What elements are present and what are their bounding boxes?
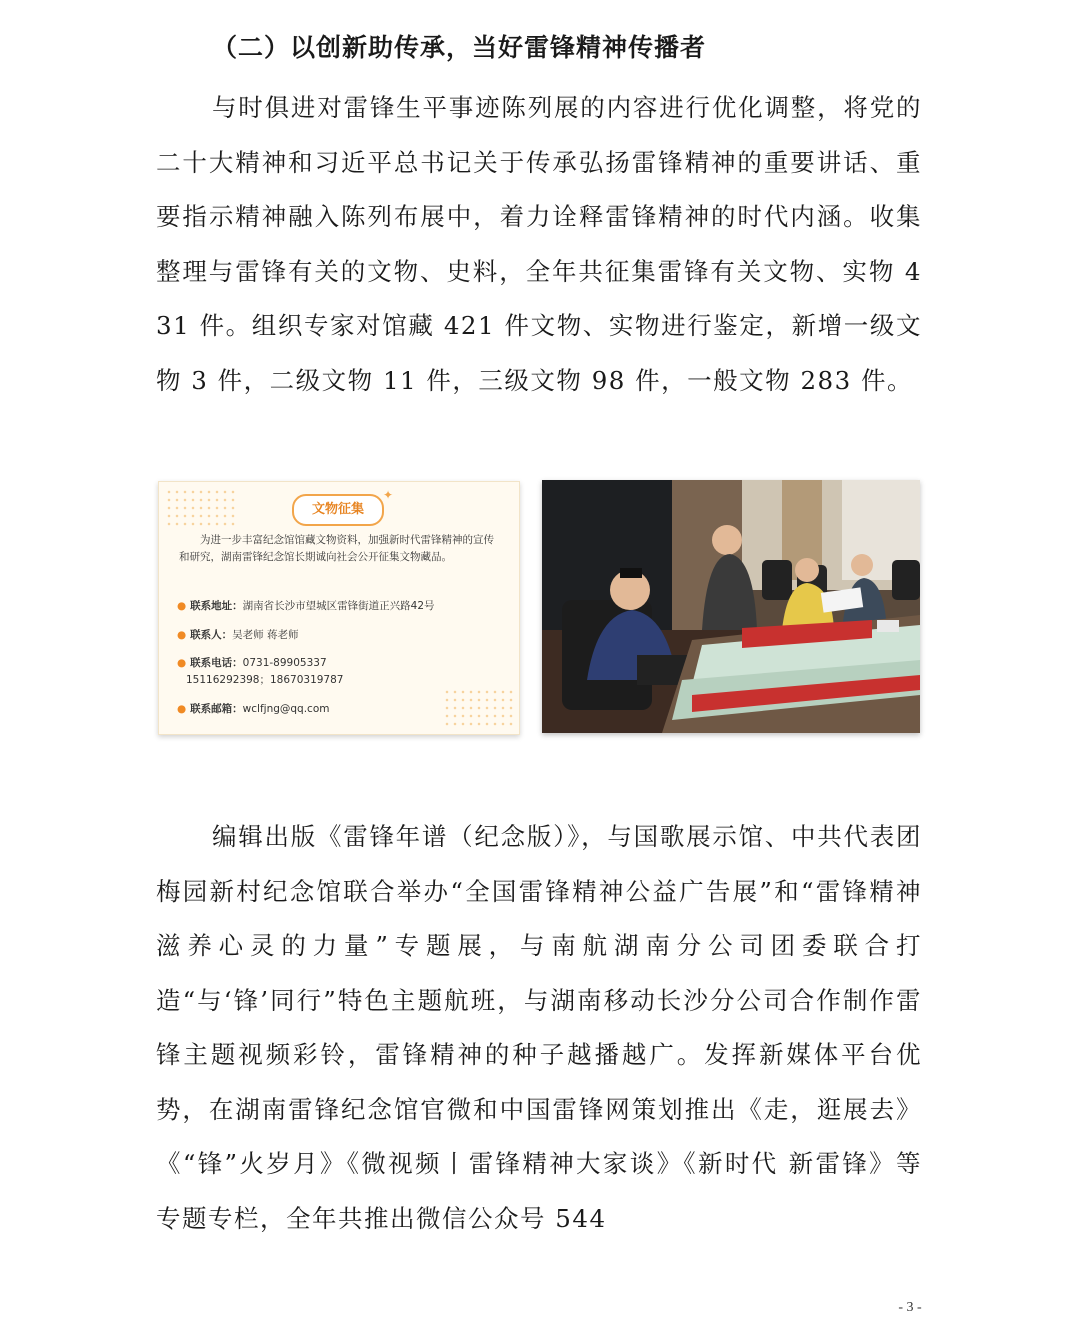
- phone-value-2: 15116292398；18670319787: [186, 674, 344, 686]
- phone-label: 联系电话：: [190, 657, 243, 669]
- bullet-icon: ●: [177, 629, 187, 641]
- notice-card-image: [158, 481, 520, 735]
- bullet-icon: ●: [177, 600, 187, 612]
- bullet-icon: ●: [177, 657, 187, 669]
- page-number: - 3 -: [898, 1300, 922, 1315]
- address-value: 湖南省长沙市望城区雷锋街道正兴路42号: [242, 600, 435, 612]
- bullet-icon: ●: [177, 703, 187, 715]
- notice-address-row: [177, 598, 507, 615]
- appraisal-meeting-photo: [542, 480, 920, 733]
- dot-pattern-decoration: [165, 488, 235, 528]
- notice-intro: 为进一步丰富纪念馆馆藏文物资料，加强新时代雷锋精神的宣传和研究，湖南雷锋纪念馆长期诚向社会公开征集文物藏品。: [179, 534, 494, 563]
- contact-value: 吴老师 蒋老师: [232, 629, 299, 641]
- address-label: 联系地址：: [190, 600, 243, 612]
- section-heading: （二）以创新助传承，当好雷锋精神传播者: [212, 33, 707, 62]
- notice-badge: 文物征集: [292, 494, 384, 526]
- notice-phone-row: [177, 655, 507, 672]
- sparkle-icon: ✦: [383, 488, 394, 502]
- paragraph-publicity: 编辑出版《雷锋年谱（纪念版）》，与国歌展示馆、中共代表团梅园新村纪念馆联合举办“全国雷锋精神公益广告展”和“雷锋精神 滋养心灵的力量”专题展，与南航湖南分公司团委联合打造“与‘锋’同行”特色主题航班，与湖南移动长沙分公司合作制作雷锋主题视频彩铃，雷锋精神的种子越播越广。发挥新媒体平台优势，在湖南雷锋纪念馆官微和中国雷锋网策划推出《走，逛展去》《“锋”火岁月》《微视频丨雷锋精神大家谈》《新时代 新雷锋》等专题专栏，全年共推出微信公众号 544: [156, 822, 922, 1233]
- contact-label: 联系人：: [190, 629, 233, 641]
- email-value: wclfjng@qq.com: [242, 703, 330, 715]
- paragraph-collection: 与时俱进对雷锋生平事迹陈列展的内容进行优化调整，将党的二十大精神和习近平总书记关于传承弘扬雷锋精神的重要讲话、重要指示精神融入陈列布展中，着力诠释雷锋精神的时代内涵。收集整理与雷锋有关的文物、史料，全年共征集雷锋有关文物、实物 431 件。组织专家对馆藏 421 件文物、实物进行鉴定，新增一级文物 3 件，二级文物 11 件，三级文物 98 件，一般文物 283 件。: [156, 93, 922, 395]
- phone-value-1: 0731-89905337: [242, 657, 327, 669]
- photo-illustration: [542, 480, 920, 733]
- notice-email-row: [177, 701, 507, 718]
- notice-phone-row-2: [177, 672, 516, 689]
- email-label: 联系邮箱：: [190, 703, 243, 715]
- notice-contact-row: [177, 627, 507, 644]
